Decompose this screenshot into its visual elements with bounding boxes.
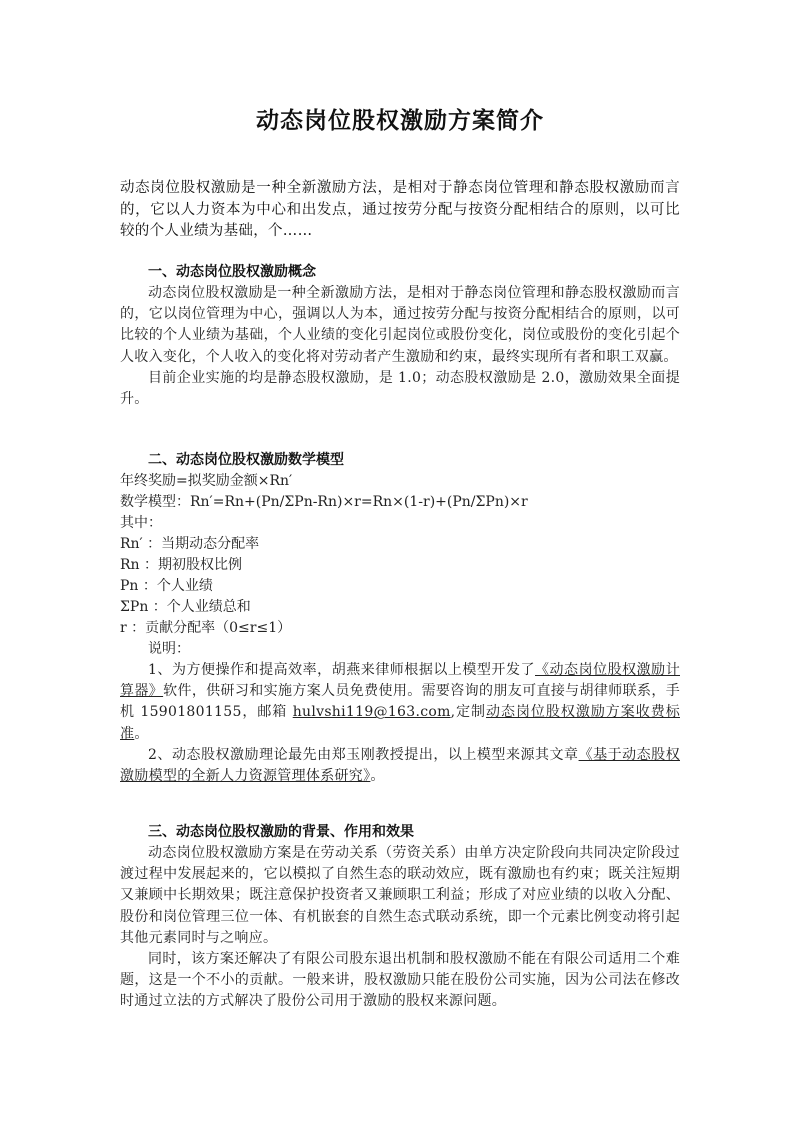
variable-definition: ΣPn ：个人业绩总和	[120, 599, 251, 615]
variable-definition: Pn ：个人业绩	[120, 578, 213, 594]
paragraph: 目前企业实施的均是静态股权激励，是 1.0；动态股权激励是 2.0，激励效果全面提升。	[120, 369, 680, 408]
note-text: 软件，供研习和实施方案人员免费使用。需要咨询的朋友可直接与胡律师联系，手机 15901801155，邮箱	[120, 683, 680, 721]
section-math-model	[120, 450, 680, 787]
formula-line: 年终奖励=拟奖励金额×Rn′	[120, 473, 293, 489]
variable-definition: Rn ：期初股权比例	[120, 557, 243, 573]
paragraph: 动态岗位股权激励方案是在劳动关系（劳资关系）由单方决定阶段向共同决定阶段过渡过程中发展起来的，它以模拟了自然生态的联动效应，既有激励也有约束；既关注短期又兼顾中长期效果；既注意保护投资者又兼顾职工利益；形成了对应业绩的以收入分配、股份和岗位管理三位一体、有机嵌套的自然生态式联动系统，即一个元素比例变动将引起其他元素同时与之响应。	[120, 845, 680, 946]
paragraph: 同时，该方案还解决了有限公司股东退出机制和股权激励不能在有限公司适用二个难题，这是一个不小的贡献。一般来讲，股权激励只能在股份公司实施，因为公司法在修改时通过立法的方式解决了股份公司用于激励的股权来源问题。	[120, 951, 680, 1010]
calculator-link[interactable]: 《动态岗位股权激励计算器》	[120, 662, 680, 700]
fee-standard-link[interactable]: 动态岗位股权激励方案收费标准	[120, 704, 680, 742]
note-text: 。	[134, 725, 149, 742]
paragraph: 动态岗位股权激励是一种全新激励方法，是相对于静态岗位管理和静态股权激励而言的，它以岗位管理为中心，强调以人为本，通过按劳分配与按资分配相结合的原则，以可比较的个人业绩为基础，个人业绩的变化引起岗位或股份变化，岗位或股份的变化引起个人收入变化，个人收入的变化将对劳动者产生激励和约束，最终实现所有者和职工双赢。	[120, 285, 680, 365]
note-text: 2、动态股权激励理论最先由郑玉刚教授提出，以上模型来源其文章	[148, 746, 579, 763]
section-concept	[120, 262, 680, 410]
note-text: 1、为方便操作和提高效率，胡燕来律师根据以上模型开发了	[148, 662, 535, 678]
note-1	[120, 660, 680, 745]
section-heading: 二、动态岗位股权激励数学模型	[148, 452, 344, 468]
note-text: 。	[370, 768, 385, 785]
variable-definition: r ：贡献分配率（0≤r≤1）	[120, 620, 292, 636]
document-title: 动态岗位股权激励方案简介	[256, 107, 544, 134]
intro-paragraph: 动态岗位股权激励是一种全新激励方法，是相对于静态岗位管理和静态股权激励而言的，它以人力资本为中心和出发点，通过按劳分配与按资分配相结合的原则，以可比较的个人业绩为基础，个……	[120, 180, 680, 239]
section-heading: 一、动态岗位股权激励概念	[148, 264, 316, 280]
section-background	[120, 822, 680, 1013]
formula-line: 数学模型：Rn′=Rn+(Pn/ΣPn-Rn)×r=Rn×(1-r)+(Pn/ΣPn)×r	[120, 494, 528, 510]
article-link[interactable]: 《基于动态股权激励模型的全新人力资源管理体系研究》	[120, 746, 680, 785]
variable-definition: Rn′ ：当期动态分配率	[120, 536, 260, 552]
formula-line: 其中：	[120, 515, 162, 531]
note-text: ,定制	[450, 704, 487, 721]
note-2	[120, 745, 680, 787]
section-heading: 三、动态岗位股权激励的背景、作用和效果	[148, 824, 414, 840]
note-label: 说明：	[148, 641, 190, 657]
email-link[interactable]: hulvshi119@163.com	[292, 704, 451, 721]
